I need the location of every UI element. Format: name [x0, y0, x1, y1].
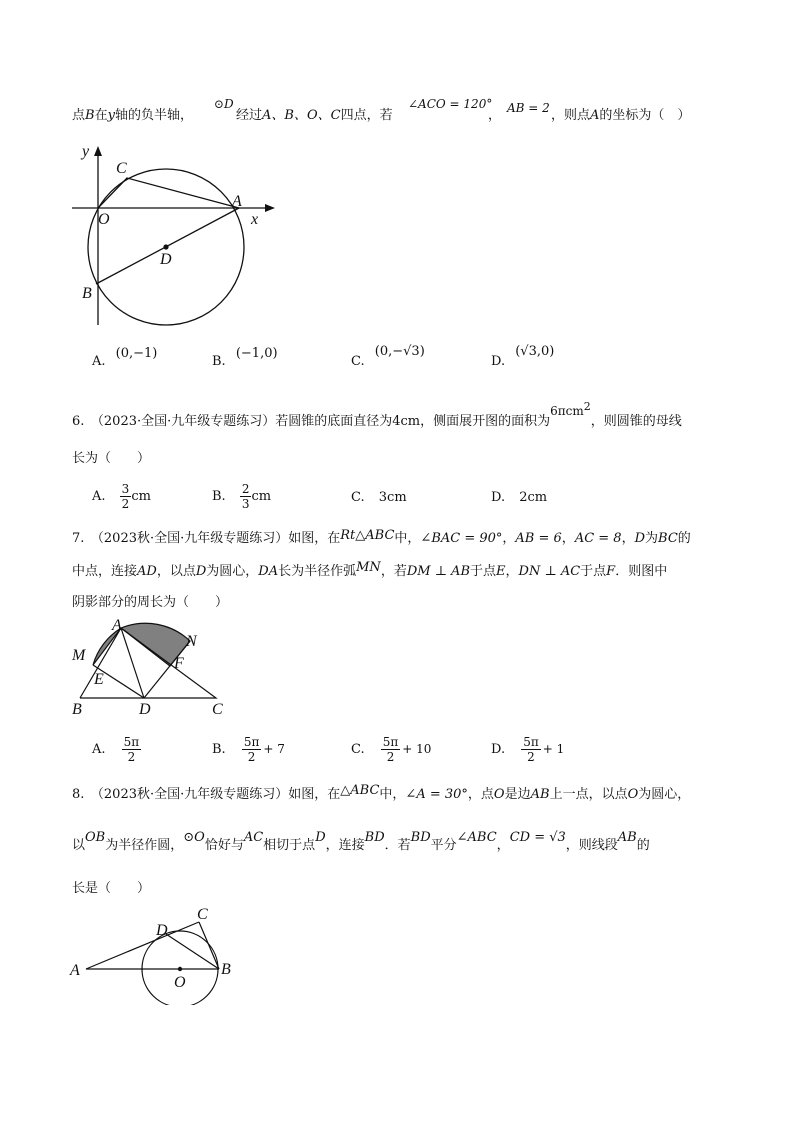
- q5-option-d[interactable]: D. (√3,0): [491, 344, 555, 369]
- q5-figure: [62, 140, 292, 330]
- q7-figure: [66, 618, 236, 718]
- q5-label-x: x: [251, 211, 259, 228]
- q8-stem-line3: 长是（ ）: [72, 881, 151, 896]
- q6-option-a-fraction: $\frac{3}{2}$: [121, 482, 130, 511]
- q5-label-y: y: [82, 143, 90, 160]
- q5-y-arrow: [94, 146, 102, 156]
- q7-stem-line3: 阴影部分的周长为（ ）: [72, 595, 229, 610]
- q6-stem-line2: 长为（ ）: [72, 451, 151, 466]
- q6-option-d[interactable]: D. 2cm: [491, 490, 548, 505]
- q7-option-d-fraction: $\frac{5\pi}{2}$: [523, 735, 539, 764]
- q8-stem-line2: 以OB为半径作圆，⊙O恰好与AC相切于点D，连接BD．若BD平分∠ABC，CD = √3，则线段AB的: [72, 830, 650, 853]
- q6-option-a[interactable]: A. $\frac{3}{2}$ cm: [92, 482, 151, 511]
- q8-label-o: O: [174, 974, 186, 991]
- q5-label-c: C: [116, 160, 127, 177]
- q7-option-c-fraction: $\frac{5\pi}{2}$: [382, 735, 399, 764]
- q7-label-e: E: [94, 671, 104, 688]
- q7-stem-line2: 中点，连接AD，以点D为圆心，DA长为半径作弧MN，若DM ⊥ AB于点E，DN ⊥ AC于点F．则图中: [72, 560, 668, 579]
- q5-label-a: A: [232, 193, 242, 210]
- q5-label-b: B: [82, 285, 92, 302]
- q8-label-c: C: [197, 906, 208, 923]
- q6-stem-line1: 6. （2023·全国·九年级专题练习）若圆锥的底面直径为4cm，侧面展开图的面积为6πcm$^2$，则圆锥的母线: [72, 400, 682, 429]
- q5-circle-d: ⊙D: [214, 97, 234, 111]
- q6-option-c[interactable]: C. 3cm: [351, 490, 407, 505]
- q6-option-b[interactable]: B. $\frac{2}{3}$ cm: [212, 482, 272, 511]
- q7-option-b-fraction: $\frac{5\pi}{2}$: [243, 735, 260, 764]
- q8-figure: [66, 905, 251, 1005]
- q7-label-c: C: [212, 701, 223, 718]
- q7-option-b[interactable]: B. $\frac{5\pi}{2}$ + 7: [212, 735, 285, 764]
- q7-label-m: M: [72, 647, 86, 664]
- q7-label-d: D: [139, 701, 151, 718]
- q8-label-a: A: [70, 962, 80, 979]
- q5-option-c[interactable]: C. (0,−√3): [351, 344, 425, 369]
- q5-stem-line: 点B在y轴的负半轴，: [72, 108, 193, 123]
- q7-option-d[interactable]: D. $\frac{5\pi}{2}$ + 1: [491, 735, 565, 764]
- q5-label-d: D: [160, 251, 172, 268]
- q7-stem-line1: 7. （2023秋·全国·九年级专题练习）如图，在Rt△ABC中，∠BAC = 90°，AB = 6，AC = 8，D为BC的: [72, 528, 691, 546]
- q5-ab-eq: AB = 2: [507, 101, 550, 115]
- q5-angle-aco: ∠ACO = 120°: [408, 97, 493, 111]
- q5-center-point: [163, 244, 168, 249]
- q7-label-f: F: [174, 655, 184, 672]
- q6-option-b-fraction: $\frac{2}{3}$: [241, 482, 250, 511]
- q7-label-a: A: [112, 618, 122, 634]
- q8-label-b: B: [221, 961, 231, 978]
- q5-option-b[interactable]: B. (−1,0): [212, 346, 278, 369]
- q5-option-a[interactable]: A. (0,−1): [92, 346, 158, 369]
- q5-sep: ，: [488, 108, 502, 123]
- q7-option-a-fraction: $\frac{5\pi}{2}$: [123, 735, 140, 764]
- q7-option-a[interactable]: A. $\frac{5\pi}{2}$: [92, 735, 140, 764]
- q7-option-c[interactable]: C. $\frac{5\pi}{2}$ + 10: [351, 735, 432, 764]
- q7-label-n: N: [186, 633, 197, 650]
- q6-area: 6πcm$^2$: [550, 400, 591, 418]
- q8-label-d: D: [156, 922, 168, 939]
- q5-stem-line-c: ，则点A的坐标为（ ）: [551, 108, 691, 123]
- q5-label-o: O: [98, 211, 110, 228]
- q7-label-b: B: [72, 701, 82, 718]
- q8-center-point: [178, 967, 182, 971]
- q8-stem-line1: 8. （2023秋·全国·九年级专题练习）如图，在△ABC中，∠A = 30°，点O是边AB上一点，以点O为圆心，: [72, 783, 691, 802]
- q5-x-arrow: [265, 204, 275, 212]
- q5-stem-line-b: 经过A、B、O、C四点，若: [236, 108, 393, 123]
- q5-seg-ocac: [98, 178, 239, 208]
